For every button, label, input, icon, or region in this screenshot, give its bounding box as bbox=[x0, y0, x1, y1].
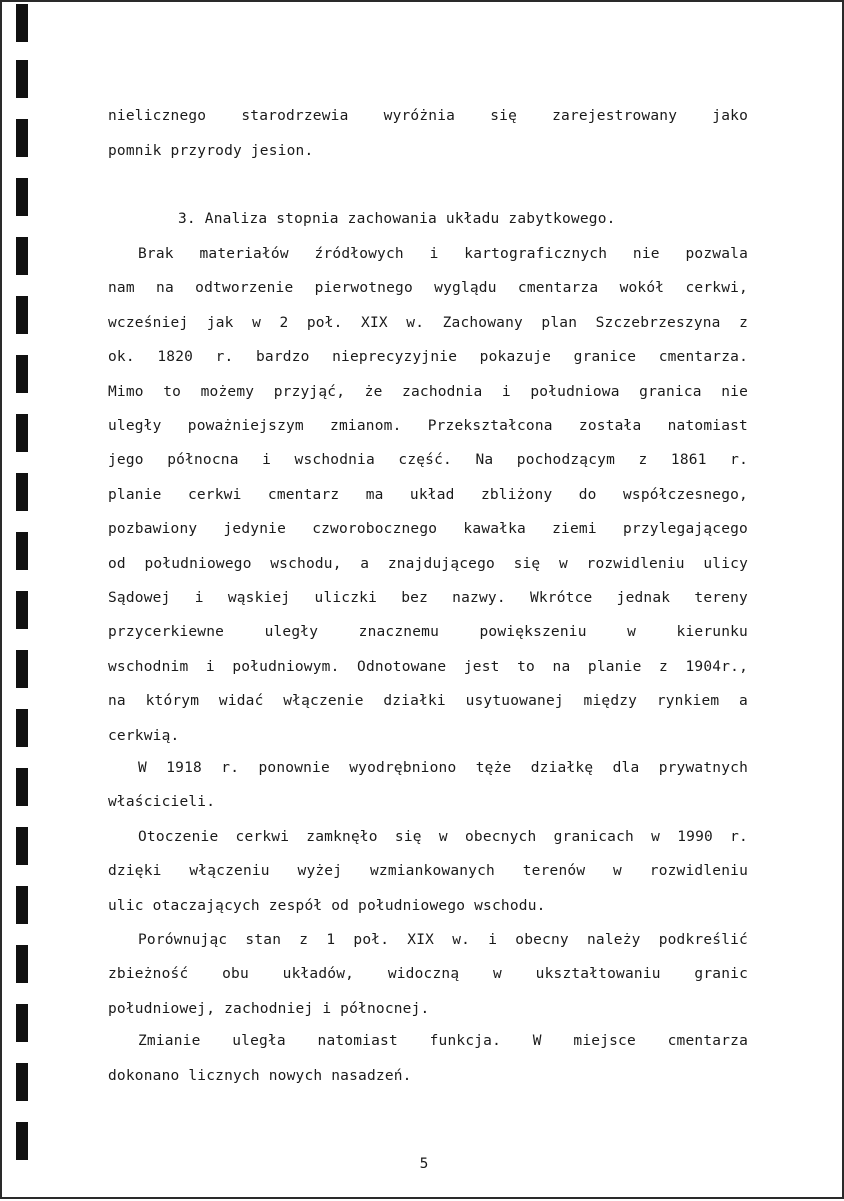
text-line: Otoczenie cerkwi zamknęło się w obecnych granicach w 1990 r. bbox=[138, 829, 748, 845]
text-line: wschodnim i południowym. Odnotowane jest to na planie z 1904r., bbox=[108, 659, 748, 675]
binding-hole-mark bbox=[16, 296, 28, 334]
text-line: uległy poważniejszym zmianom. Przekształcona została natomiast bbox=[108, 418, 748, 434]
text-line: wcześniej jak w 2 poł. XIX w. Zachowany plan Szczebrzeszyna z bbox=[108, 315, 748, 331]
text-line: zbieżność obu układów, widoczną w ukształtowaniu granic bbox=[108, 966, 748, 982]
binding-hole-mark bbox=[16, 119, 28, 157]
text-line: przycerkiewne uległy znacznemu powiększeniu w kierunku bbox=[108, 624, 748, 640]
binding-hole-mark bbox=[16, 355, 28, 393]
text-line: Mimo to możemy przyjąć, że zachodnia i południowa granica nie bbox=[108, 384, 748, 400]
text-line: nam na odtworzenie pierwotnego wyglądu cmentarza wokół cerkwi, bbox=[108, 280, 748, 296]
text-line: od południowego wschodu, a znajdującego się w rozwidleniu ulicy bbox=[108, 556, 748, 572]
binding-hole-mark bbox=[16, 237, 28, 275]
text-line: dzięki włączeniu wyżej wzmiankowanych terenów w rozwidleniu bbox=[108, 863, 748, 879]
text-line: pozbawiony jedynie czworobocznego kawałka ziemi przylegającego bbox=[108, 521, 748, 537]
text-line: dokonano licznych nowych nasadzeń. bbox=[108, 1068, 412, 1084]
text-line: Zmianie uległa natomiast funkcja. W miejsce cmentarza bbox=[138, 1033, 748, 1049]
binding-holes bbox=[2, 2, 42, 1201]
text-line: ulic otaczających zespół od południowego wschodu. bbox=[108, 898, 546, 914]
binding-hole-mark bbox=[16, 945, 28, 983]
binding-hole-mark bbox=[16, 1004, 28, 1042]
binding-hole-mark bbox=[16, 650, 28, 688]
binding-hole-mark bbox=[16, 178, 28, 216]
binding-hole-mark bbox=[16, 827, 28, 865]
text-line: na którym widać włączenie działki usytuowanej między rynkiem a bbox=[108, 693, 748, 709]
binding-hole-mark bbox=[16, 532, 28, 570]
section-heading: 3. Analiza stopnia zachowania układu zabytkowego. bbox=[178, 211, 616, 227]
text-line: południowej, zachodniej i północnej. bbox=[108, 1001, 430, 1017]
binding-hole-mark bbox=[16, 414, 28, 452]
text-line: Porównując stan z 1 poł. XIX w. i obecny należy podkreślić bbox=[138, 932, 748, 948]
text-line: ok. 1820 r. bardzo nieprecyzyjnie pokazuje granice cmentarza. bbox=[108, 349, 748, 365]
binding-hole-mark bbox=[16, 60, 28, 98]
text-line: pomnik przyrody jesion. bbox=[108, 143, 314, 159]
page-number: 5 bbox=[419, 1156, 429, 1172]
text-line: cerkwią. bbox=[108, 728, 180, 744]
binding-hole-mark bbox=[16, 473, 28, 511]
text-line: Brak materiałów źródłowych i kartograficznych nie pozwala bbox=[138, 246, 748, 262]
text-line: nielicznego starodrzewia wyróżnia się zarejestrowany jako bbox=[108, 108, 748, 124]
binding-hole-mark bbox=[16, 886, 28, 924]
text-line: Sądowej i wąskiej uliczki bez nazwy. Wkrótce jednak tereny bbox=[108, 590, 748, 606]
binding-hole-mark bbox=[16, 1063, 28, 1101]
text-line: właścicieli. bbox=[108, 794, 216, 810]
binding-hole-mark bbox=[16, 768, 28, 806]
binding-hole-mark bbox=[16, 591, 28, 629]
binding-hole-mark bbox=[16, 709, 28, 747]
binding-hole-mark bbox=[16, 4, 28, 42]
text-line: planie cerkwi cmentarz ma układ zbliżony do współczesnego, bbox=[108, 487, 748, 503]
text-line: jego północna i wschodnia część. Na pochodzącym z 1861 r. bbox=[108, 452, 748, 468]
binding-hole-mark bbox=[16, 1122, 28, 1160]
text-line: W 1918 r. ponownie wyodrębniono tęże działkę dla prywatnych bbox=[138, 760, 748, 776]
